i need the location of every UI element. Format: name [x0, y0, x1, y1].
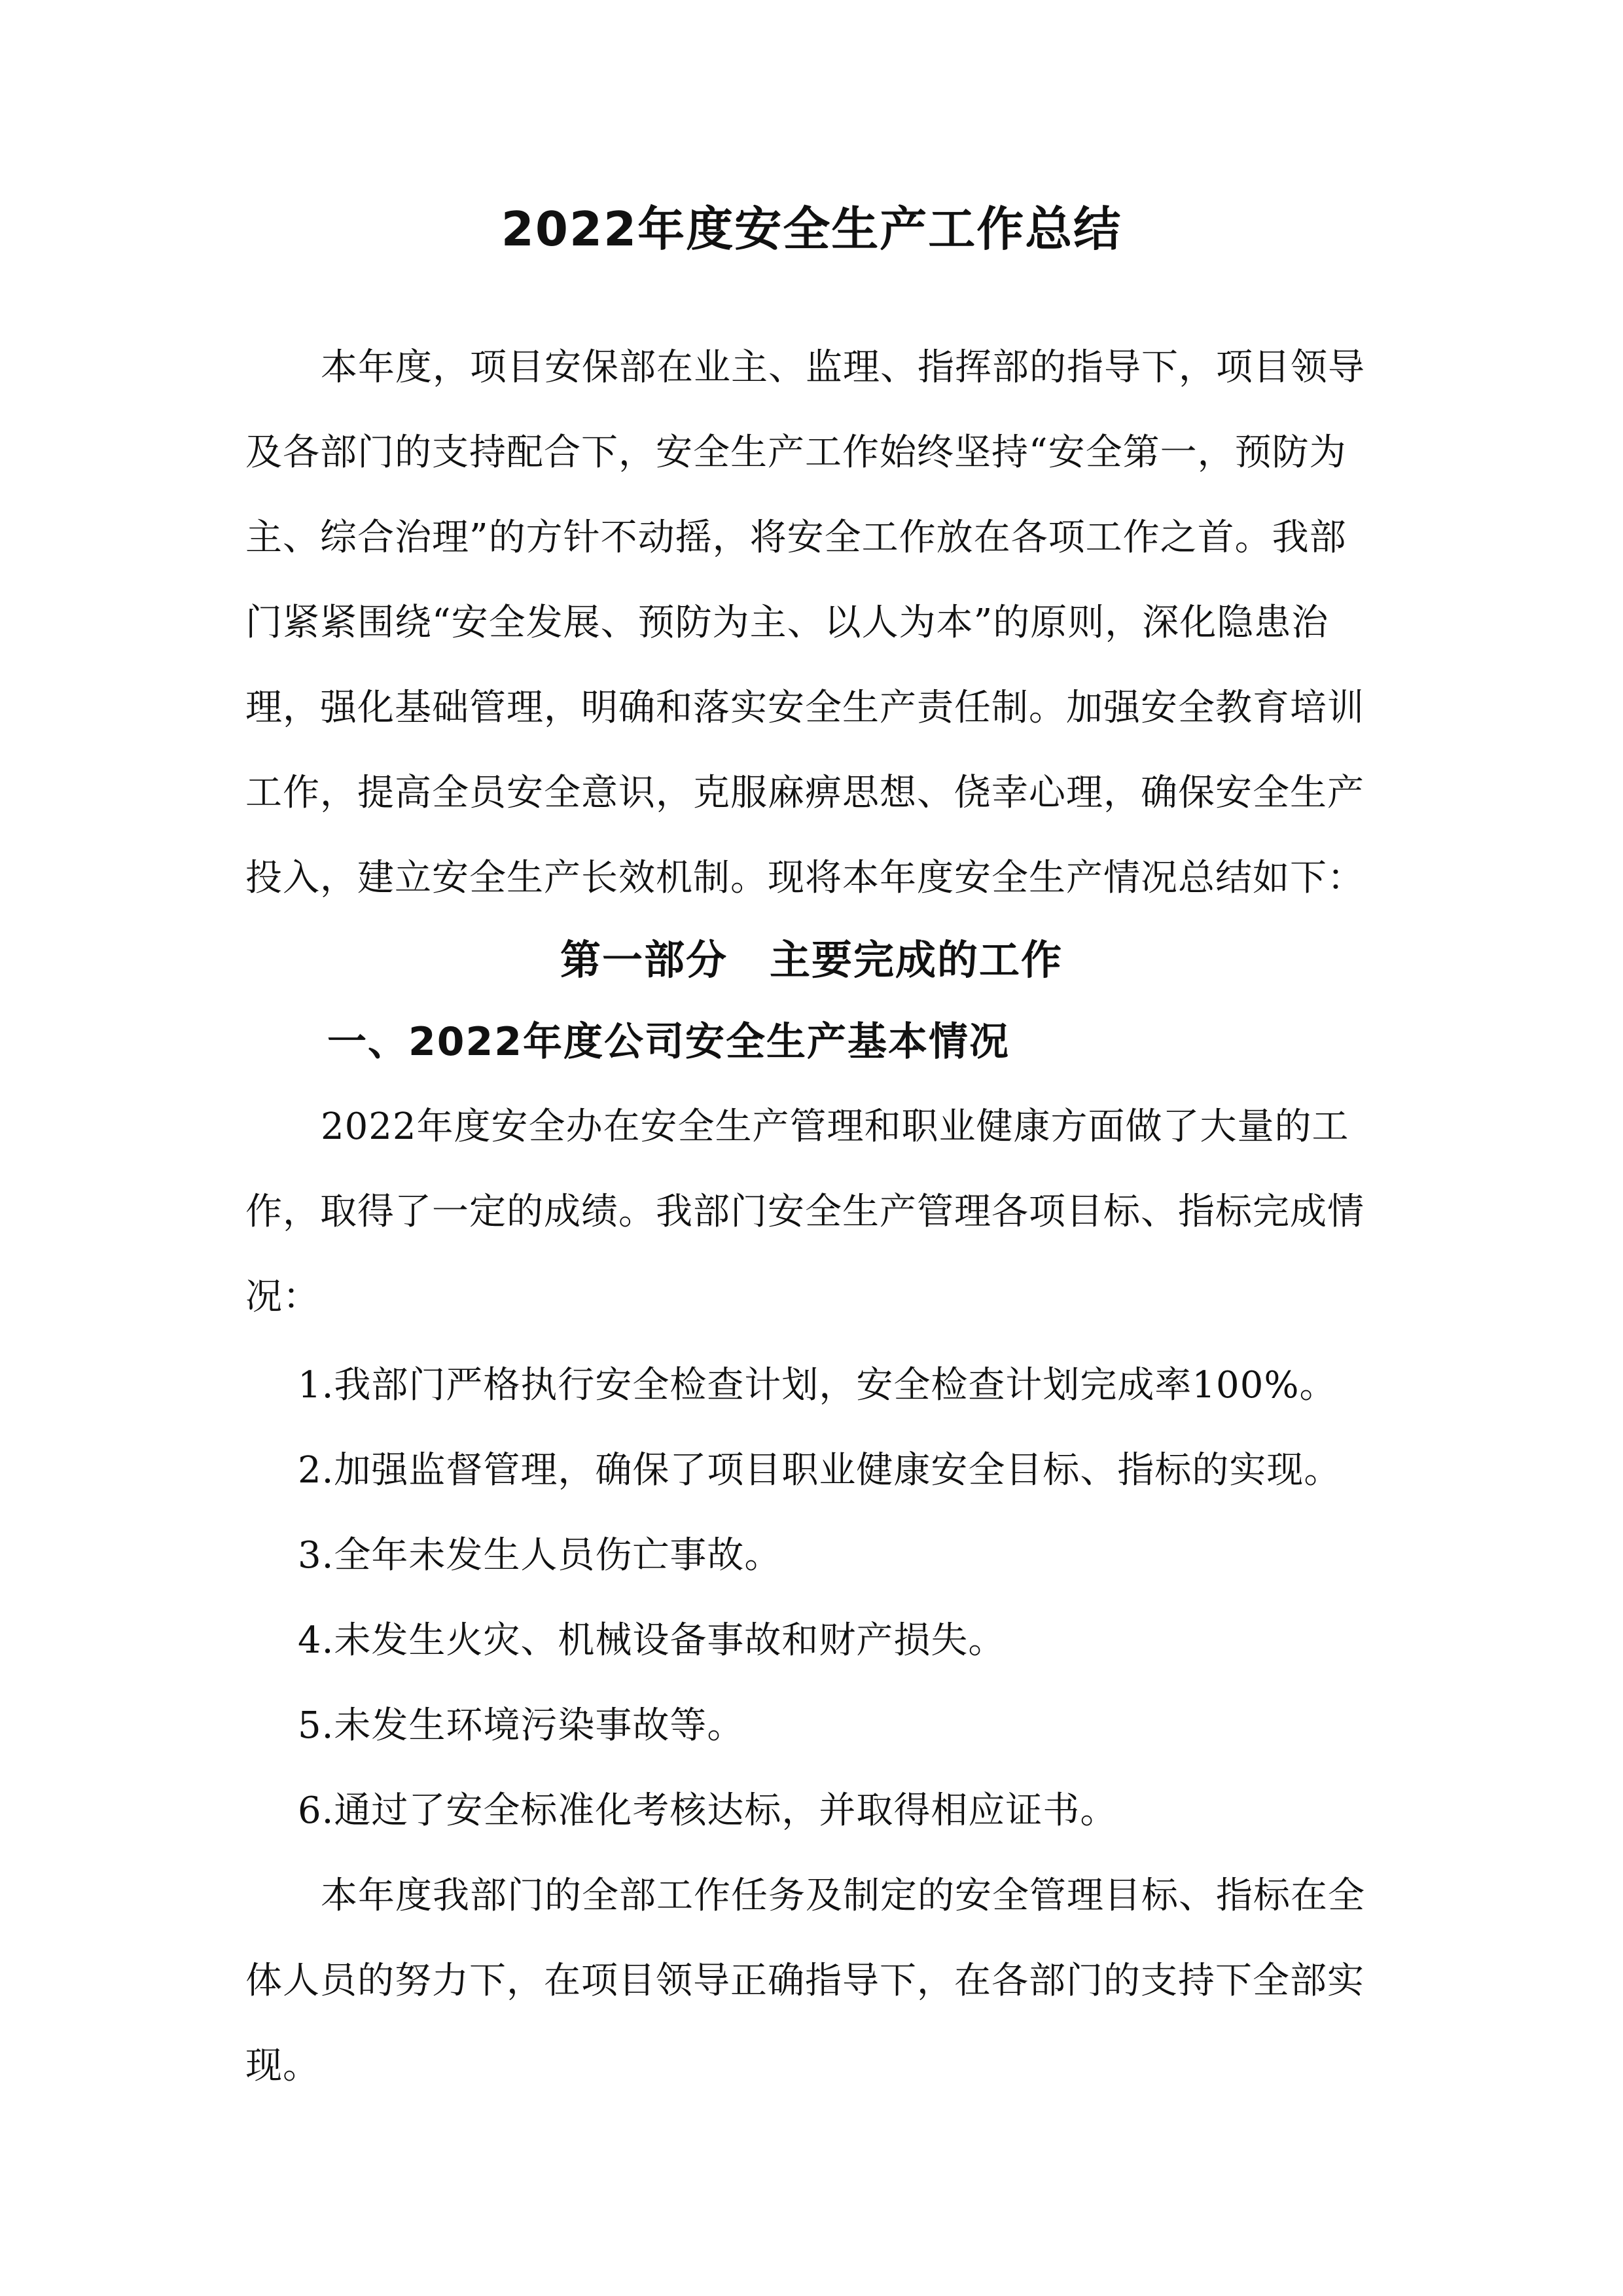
document-title: 2022年度安全生产工作总结 [501, 202, 1122, 257]
closing-line-2: 体人员的努力下，在项目领导正确指导下，在各部门的支持下全部实 [245, 1960, 1364, 2002]
list-item-1: 1.我部门严格执行安全检查计划，安全检查计划完成率100%。 [298, 1364, 1337, 1407]
section-heading: 一、2022年度公司安全生产基本情况 [327, 1019, 1010, 1065]
intro-line-5: 理，强化基础管理，明确和落实安全生产责任制。加强安全教育培训 [245, 687, 1364, 729]
list-item-2: 2.加强监督管理，确保了项目职业健康安全目标、指标的实现。 [298, 1449, 1342, 1492]
closing-line-1: 本年度我部门的全部工作任务及制定的安全管理目标、指标在全 [321, 1874, 1365, 1917]
intro-line-1: 本年度，项目安保部在业主、监理、指挥部的指导下，项目领导 [321, 346, 1365, 389]
intro-line-3: 主、综合治理”的方针不动摇，将安全工作放在各项工作之首。我部 [245, 516, 1347, 559]
list-item-3: 3.全年未发生人员伤亡事故。 [298, 1534, 782, 1577]
section-line-1: 2022年度安全办在安全生产管理和职业健康方面做了大量的工 [321, 1105, 1349, 1148]
intro-line-4: 门紧紧围绕“安全发展、预防为主、以人为本”的原则，深化隐患治 [245, 601, 1329, 644]
intro-line-2: 及各部门的支持配合下，安全生产工作始终坚持“安全第一，预防为 [245, 431, 1347, 474]
part-heading: 第一部分 主要完成的工作 [560, 936, 1063, 984]
list-item-5: 5.未发生环境污染事故等。 [298, 1704, 745, 1747]
list-item-6: 6.通过了安全标准化考核达标，并取得相应证书。 [298, 1789, 1118, 1832]
intro-line-7: 投入，建立安全生产长效机制。现将本年度安全生产情况总结如下： [245, 857, 1364, 899]
intro-line-6: 工作，提高全员安全意识，克服麻痹思想、侥幸心理，确保安全生产 [245, 772, 1364, 814]
section-line-3: 况： [245, 1276, 320, 1318]
list-item-4: 4.未发生火灾、机械设备事故和财产损失。 [298, 1619, 1006, 1662]
closing-line-3: 现。 [245, 2045, 320, 2087]
section-line-2: 作，取得了一定的成绩。我部门安全生产管理各项目标、指标完成情 [245, 1191, 1364, 1233]
